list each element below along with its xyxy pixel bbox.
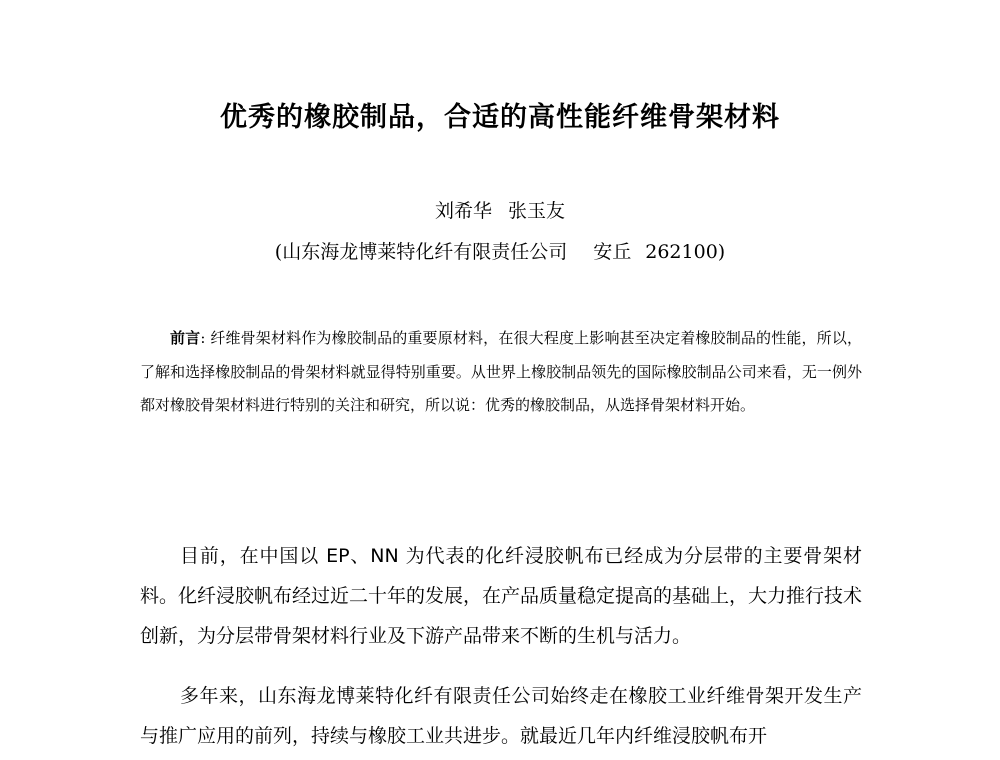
abstract: [140, 322, 862, 423]
author-list: [0, 196, 1000, 223]
affiliation-close-paren: ): [717, 241, 726, 263]
affiliation: [0, 237, 1000, 264]
paper-title: 优秀的橡胶制品，合适的高性能纤维骨架材料: [220, 102, 780, 133]
body-paragraph-1: 目前，在中国以 EP、NN 为代表的化纤浸胶帆布已经成为分层带的主要骨架材料。化纤浸胶帆布经过近二十年的发展，在产品质量稳定提高的基础上，大力推行技术创新，为分层带骨架材料行业及下游产品带来不断的生机与活力。: [140, 545, 863, 647]
abstract-label: 前言: [170, 329, 201, 347]
body-paragraph-2: 多年来，山东海龙博莱特化纤有限责任公司始终走在橡胶工业纤维骨架开发生产与推广应用的前列，持续与橡胶工业共进步。就最近几年内纤维浸胶帆布开: [140, 685, 862, 747]
author-name: 刘希华: [434, 200, 492, 222]
affiliation-open-paren: (: [274, 241, 283, 263]
abstract-colon: :: [200, 329, 206, 347]
affiliation-postcode: 262100: [645, 241, 718, 263]
author-name: 张玉友: [508, 200, 566, 222]
affiliation-city: 安丘: [593, 241, 632, 263]
affiliation-org: 山东海龙博莱特化纤有限责任公司: [282, 241, 568, 263]
abstract-text: 纤维骨架材料作为橡胶制品的重要原材料，在很大程度上影响甚至决定着橡胶制品的性能，所以，了解和选择橡胶制品的骨架材料就显得特别重要。从世界上橡胶制品领先的国际橡胶制品公司来看，无一例外都对橡胶骨架材料进行特别的关注和研究，所以说：优秀的橡胶制品，从选择骨架材料开始。: [140, 329, 862, 414]
